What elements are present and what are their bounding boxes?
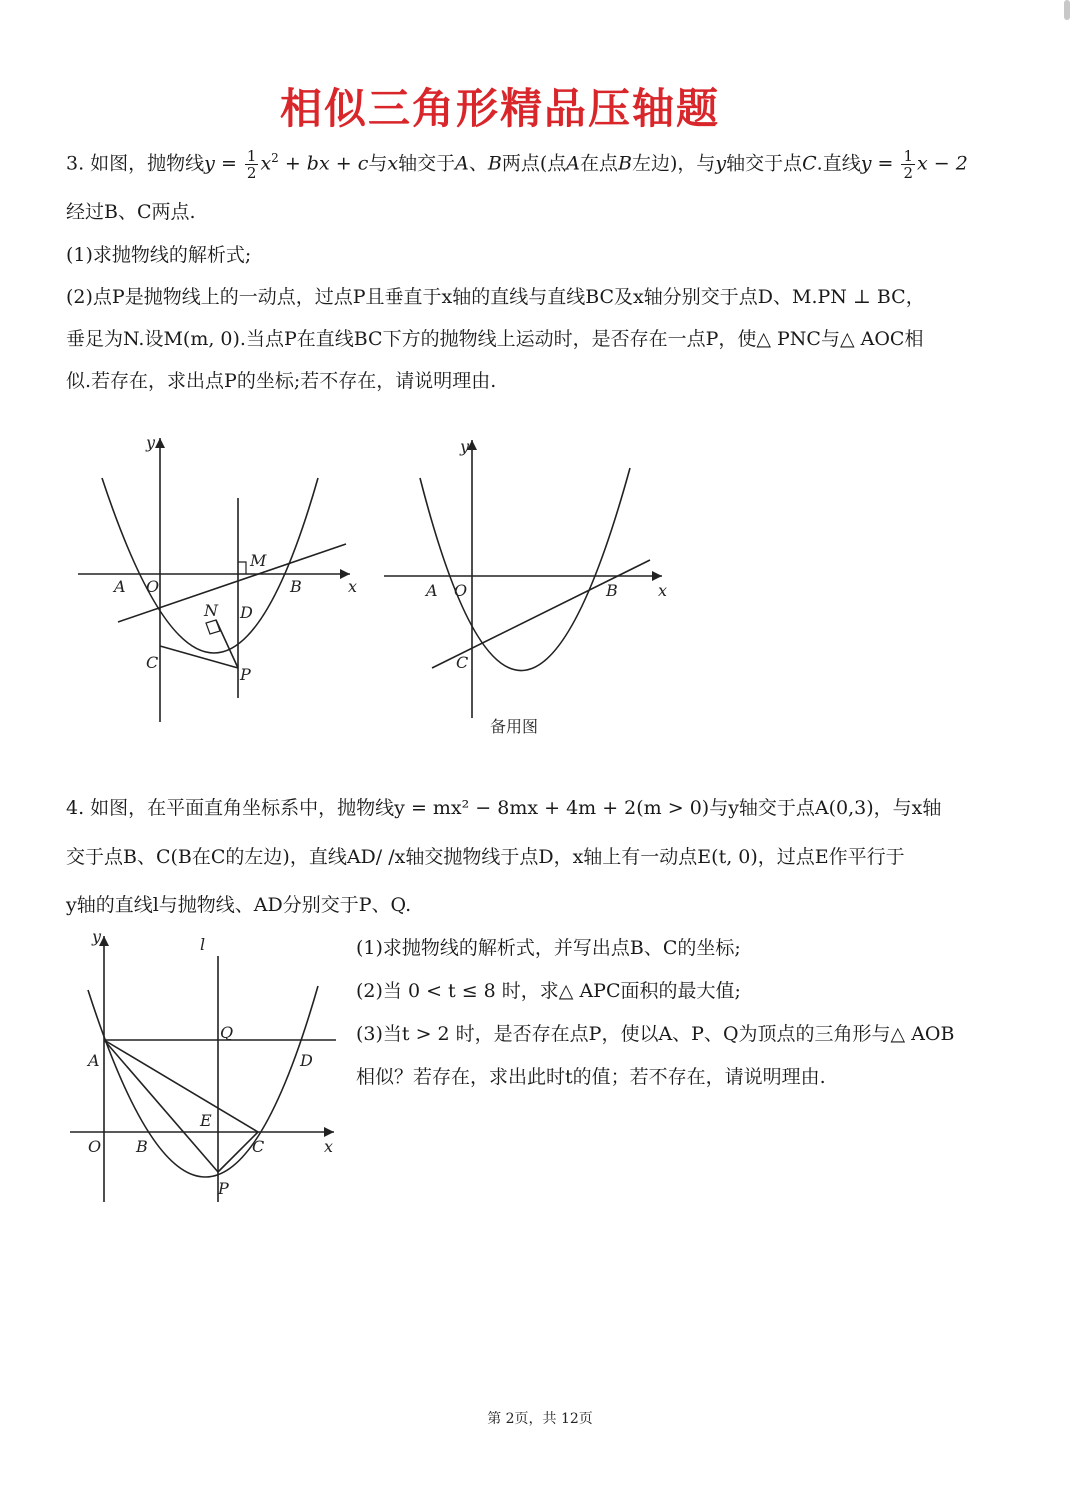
text: 两点(点 (501, 152, 567, 175)
label-o: O (146, 577, 160, 596)
label-n: N (204, 601, 218, 620)
problem4-q1: (1)求抛物线的解析式，并写出点B、C的坐标; (356, 937, 741, 959)
frac-num: 1 (903, 146, 913, 165)
y-axis-arrow (155, 438, 165, 448)
var-x: x (260, 152, 272, 175)
var-y: y (715, 152, 727, 175)
point-b: B (617, 152, 632, 175)
right-angle-m (238, 562, 246, 574)
problem4-line1: 4. 如图，在平面直角坐标系中，抛物线y = mx² − 8mx + 4m + 2(m > 0)与y轴交于点A(0,3)，与x轴 (66, 797, 942, 819)
figure-caption: 备用图 (490, 717, 539, 736)
label-c: C (252, 1137, 265, 1156)
label-y: y (146, 433, 156, 452)
label-m: M (250, 551, 267, 570)
problem3-q2-line1: (2)点P是抛物线上的一动点，过点P且垂直于x轴的直线与直线BC及x轴分别交于点D、M.PN ⊥ BC， (66, 286, 925, 308)
problem3-q2-line3: 似.若存在，求出点P的坐标;若不存在，请说明理由. (66, 370, 497, 392)
equals: = (871, 152, 900, 175)
x-axis-arrow (652, 571, 662, 581)
point-a: A (455, 152, 469, 175)
problem4-q3-line2: 相似？若存在，求出此时t的值；若不存在，请说明理由. (356, 1066, 826, 1088)
text: 在点 (579, 152, 618, 175)
label-x: x (324, 1137, 334, 1156)
page-title: 相似三角形精品压轴题 (279, 84, 720, 133)
label-x: x (348, 577, 358, 596)
label-e: E (200, 1111, 212, 1130)
problem3-line1 (66, 146, 968, 181)
label-y: y (92, 927, 102, 946)
var-y: y (204, 152, 215, 175)
problem4-figure (64, 926, 344, 1216)
fraction-half (245, 148, 259, 181)
text: 、 (468, 152, 488, 175)
label-b: B (290, 577, 302, 596)
label-a: A (426, 581, 438, 600)
problem3-q1: (1)求抛物线的解析式; (66, 244, 252, 266)
segment-pn (216, 620, 238, 668)
var-x: x (387, 152, 399, 175)
text: .直线 (816, 152, 861, 175)
label-o: O (88, 1137, 102, 1156)
fraction-half (901, 148, 915, 181)
problem4-line2: 交于点B、C(B在C的左边)，直线AD/ /x轴交抛物线于点D，x轴上有一动点E(t, 0)，过点E作平行于 (66, 846, 905, 868)
parabola (420, 468, 630, 671)
page-footer: 第 2页，共 12页 (487, 1411, 593, 1427)
line-rest: x − 2 (917, 152, 968, 175)
text: 轴交于点 (726, 152, 803, 175)
x-axis-arrow (324, 1127, 334, 1137)
problem3-intro: 3. 如图，抛物线 (66, 152, 205, 175)
text: 轴交于 (398, 152, 456, 175)
text: 与 (368, 152, 388, 175)
label-a: A (88, 1051, 100, 1070)
equals: = (214, 152, 243, 175)
parabola (88, 986, 318, 1177)
poly-rest: + bx + c (278, 152, 369, 175)
label-p: P (218, 1179, 229, 1198)
text: 左边)，与 (631, 152, 716, 175)
var-y: y (860, 152, 872, 175)
segment-ap (104, 1040, 218, 1172)
exponent: 2 (271, 151, 279, 165)
label-b: B (136, 1137, 148, 1156)
label-a: A (114, 577, 126, 596)
label-y: y (460, 437, 470, 456)
problem4-q2: (2)当 0 < t ≤ 8 时，求△ APC面积的最大值; (356, 980, 741, 1002)
point-a: A (566, 152, 580, 175)
label-x: x (658, 581, 668, 600)
label-c: C (456, 653, 469, 672)
label-l: l (200, 935, 206, 954)
right-angle-n (206, 620, 220, 634)
label-o: O (454, 581, 468, 600)
label-b: B (606, 581, 618, 600)
segment-ac (104, 1040, 258, 1132)
label-p: P (240, 665, 251, 684)
label-c: C (146, 653, 159, 672)
problem3-line2: 经过B、C两点. (66, 201, 196, 223)
scrollbar[interactable] (1064, 0, 1070, 20)
point-c: C (802, 152, 817, 175)
problem4-line3: y轴的直线l与抛物线、AD分别交于P、Q. (66, 894, 412, 916)
problem3-figure-spare (380, 428, 680, 748)
point-b: B (487, 152, 502, 175)
problem4-q3-line1: (3)当t > 2 时，是否存在点P，使以A、P、Q为顶点的三角形与△ AOB (356, 1023, 955, 1045)
frac-den: 2 (246, 163, 257, 182)
problem3-q2-line2: 垂足为N.设M(m, 0).当点P在直线BC下方的抛物线上运动时，是否存在一点P，使△ PNC与△ AOC相 (66, 328, 924, 350)
label-q: Q (220, 1023, 234, 1042)
problem3-figure-main (78, 428, 368, 728)
frac-num: 1 (246, 146, 257, 165)
frac-den: 2 (903, 163, 913, 182)
label-d: D (300, 1051, 313, 1070)
label-d: D (240, 603, 253, 622)
